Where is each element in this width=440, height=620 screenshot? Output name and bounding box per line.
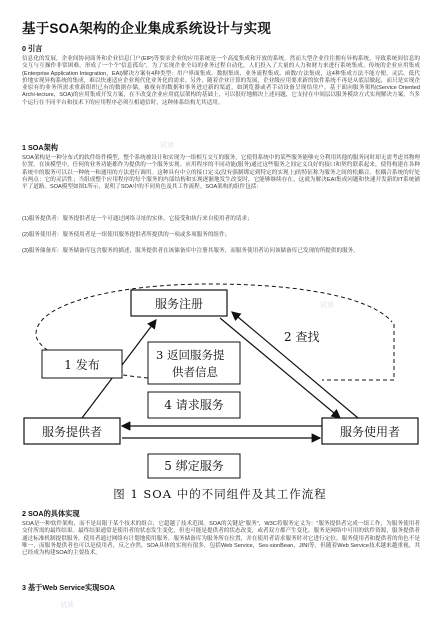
section-heading-soa: 1 SOA架构 xyxy=(22,143,58,152)
watermark-text: 试读 xyxy=(160,142,174,149)
return-info-label-2: 供者信息 xyxy=(172,365,218,379)
soa-paragraph: SOA架构是一种分布式的软件组件模型，整个系统被设计和实现为一组相互交互的服务，它使得系统中的某些服务能够充分利用其他的服务同时却无需考虑其物理位置。在该模型中，任何的业务功能都作为提供的一个服务实现。应用程序的不同功能(服务)通过这些服务之间定义良好的接口和契约联系起来，使得构建在各种系统中的服务可以以一种统一和通用的方法进行调用。这种具有中立的接口定义(没有强制绑定到特定的实现上)的特征称为服务之间的松耦合。松耦合系统的好处有两点：它的灵活性；当组成整个应用程序的每个服务的内部结构和实现逐渐地发生改变时，它能够继续存在。这就为解决EAI集成问题和快速开发新的IT系统铺平了道路。SOA模型如图1所示，说明了SOA中的不同角色及其工作流程。SOA架构的组件包括： xyxy=(22,155,420,191)
dashed-flow-return xyxy=(322,324,394,380)
request-label: 4 请求服务 xyxy=(164,398,224,412)
return-info-label-1: 3 返回服务提 xyxy=(156,348,225,362)
section-heading-intro: 0 引言 xyxy=(22,44,43,53)
consumer-label: 服务使用者 xyxy=(339,425,401,439)
registry-label: 服务注册 xyxy=(154,297,204,311)
soa-workflow-figure xyxy=(22,268,420,484)
intro-paragraph: 信息化的发展，企业间协同商务和企业信息门户(EIP)等要求企业的应用系统是一个高度集成和开放的系统。然而大型企业往往拥有异构系统，导致系统间信息的交互与互操作非常困难，形成了一个个“信息孤岛”，为了实现企业全局的业务过程自动化，人们投入了大量的人力和财力来进行系统集成。传统的企业应用集成(Enterprise Application Integration，EAI)解决方案有4种类型：用户界面集成、数据集成、业务流程集成、函数/方法集成，这4种集成方法不能方便、灵活、低代价地实现异构系统的集成，难以快速适应企业现代化业务化的需求。另外，随着企业计算的发展，企业级应用要求新的软件系统不再是从底层做起，而只是实现企业原有的业务所需求重新组织已有的数据存储，被视有的数据和事务进过新的渠道，如浏览器或者手动设备呈现给用户。基于面向服务架构(Service Oriented Archi-tecture，SOA)的应用集成开发方案，在不改变企业应用底层架构的基础上，可以很好地解决上述问题，它支持在中间层以服务模块方式实现解决方案，当多个运行在不同平台和技术下的应用程序必须互相通信时，这种体系结构尤其适用。 xyxy=(22,56,420,106)
bind-label: 5 绑定服务 xyxy=(164,459,224,473)
watermark-text: 试读 xyxy=(60,602,74,609)
document-title: 基于SOA架构的企业集成系统设计与实现 xyxy=(22,21,272,36)
component-item-consumer: (2)服务使用者：服务使用者是一组使用服务提供者所提供的一项或多项服务的组件； xyxy=(22,232,231,238)
section-heading-webservice: 3 基于Web Service实现SOA xyxy=(22,583,115,592)
component-item-registry: (3)服务储备库：服务储备库包含服务的描述，服务提供者在该储备库中注册其服务，而服务使用者访问该储备库已发现的所提供的服务。 xyxy=(22,248,359,254)
find-arrow xyxy=(232,312,358,418)
publish-label: 1 发布 xyxy=(64,358,100,372)
section-heading-implementation: 2 SOA的具体实现 xyxy=(22,509,80,518)
implementation-paragraph: SOA是一种软件架构，而不是局限于某个技术的组合，它超越了技术范围。SOA的关键是“服务”，W3C将服务定义为：“服务提供者完成一组工作，为服务使用者交付所需的最终结果。最终结果通常是使用者的状态发生变化，但也可能是提供者的状态改变，或者双方都产生变化。服务是网络中可用的软件资源，服务提供者通过标准机制提供服务，使用者通过网络有计划地使用服务。服务储备库为服务所在位置，并在使用者请求服务时对它进行定位。服务使用者和提供者的角色不是唯一，而服务提供者也可以是使用者，反之亦然。SOA具体的实现有很多，包括Web Service，Ses-sionBean，JINI等，但随着Web Service技术越来越重视，其已经成为构建SOA的主要技术。 xyxy=(22,521,420,557)
component-item-provider: (1)服务提供者：服务提供者是一个可通过网络寻址的实体，它接受和执行来自使用者的请求； xyxy=(22,216,253,222)
figure-caption: 图 1 SOA 中的不同组件及其工作流程 xyxy=(113,487,327,501)
provider-label: 服务提供者 xyxy=(41,425,103,439)
watermark-text: 试读 xyxy=(320,302,334,309)
find-label: 2 查找 xyxy=(284,330,320,344)
